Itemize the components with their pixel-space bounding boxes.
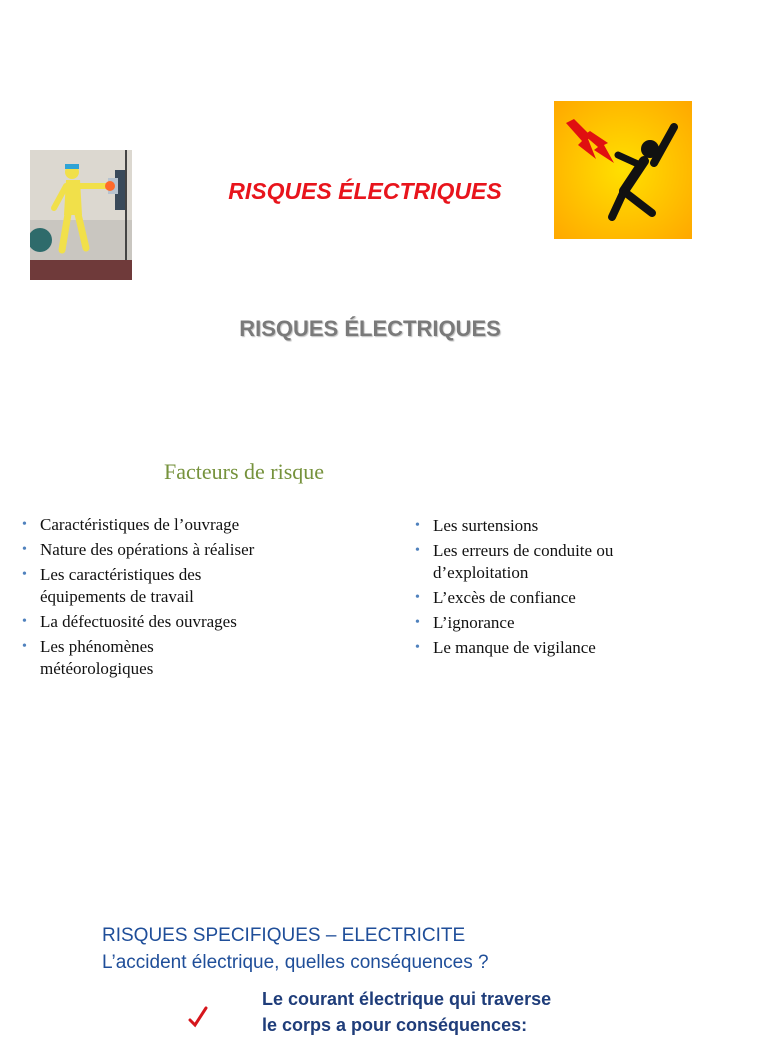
slide2-title: RISQUES ÉLECTRIQUES bbox=[239, 316, 501, 341]
risk-factors-heading: Facteurs de risque bbox=[164, 459, 325, 484]
list-item: • La défectuosité des ouvrages bbox=[22, 612, 237, 631]
check-mark-icon bbox=[186, 1006, 208, 1028]
bullet-icon: • bbox=[415, 590, 420, 605]
list-item: • Les erreurs de conduite ou d’exploitation bbox=[415, 541, 614, 582]
bullet-icon: • bbox=[415, 543, 420, 558]
bullet-icon: • bbox=[22, 639, 27, 654]
electric-hazard-sign-image bbox=[554, 101, 692, 239]
list-item: • Nature des opérations à réaliser bbox=[22, 540, 255, 559]
list-item: • Les caractéristiques des équipements de travail bbox=[22, 565, 202, 606]
bullet-icon: • bbox=[22, 567, 27, 582]
worker-electrocution-image bbox=[30, 150, 132, 280]
slide4-body-text bbox=[262, 986, 622, 1038]
list-item: • Caractéristiques de l’ouvrage bbox=[22, 515, 240, 534]
slide4-heading bbox=[102, 922, 489, 976]
risk-factors-left-list bbox=[22, 514, 262, 683]
bullet-icon: • bbox=[415, 640, 420, 655]
list-item: • L’excès de confiance bbox=[415, 588, 576, 607]
risk-factors-right-list bbox=[415, 515, 655, 662]
bullet-icon: • bbox=[22, 517, 27, 532]
bullet-icon: • bbox=[415, 615, 420, 630]
slide4-heading-line2: L’accident électrique, quelles conséquences ? bbox=[102, 952, 489, 973]
list-item: • L’ignorance bbox=[415, 613, 515, 632]
bullet-icon: • bbox=[22, 542, 27, 557]
slide4-heading-line1: RISQUES SPECIFIQUES – ELECTRICITE bbox=[102, 925, 466, 946]
slide4-body-line2: le corps a pour conséquences: bbox=[262, 1015, 528, 1035]
list-item: • Les phénomènes météorologiques bbox=[22, 637, 154, 678]
slide1-title: RISQUES ÉLECTRIQUES bbox=[228, 178, 502, 204]
slide4-body-line1: Le courant électrique qui traverse bbox=[262, 989, 552, 1009]
list-item: • Le manque de vigilance bbox=[415, 638, 596, 657]
bullet-icon: • bbox=[415, 518, 420, 533]
list-item: • Les surtensions bbox=[415, 516, 539, 535]
bullet-icon: • bbox=[22, 614, 27, 629]
